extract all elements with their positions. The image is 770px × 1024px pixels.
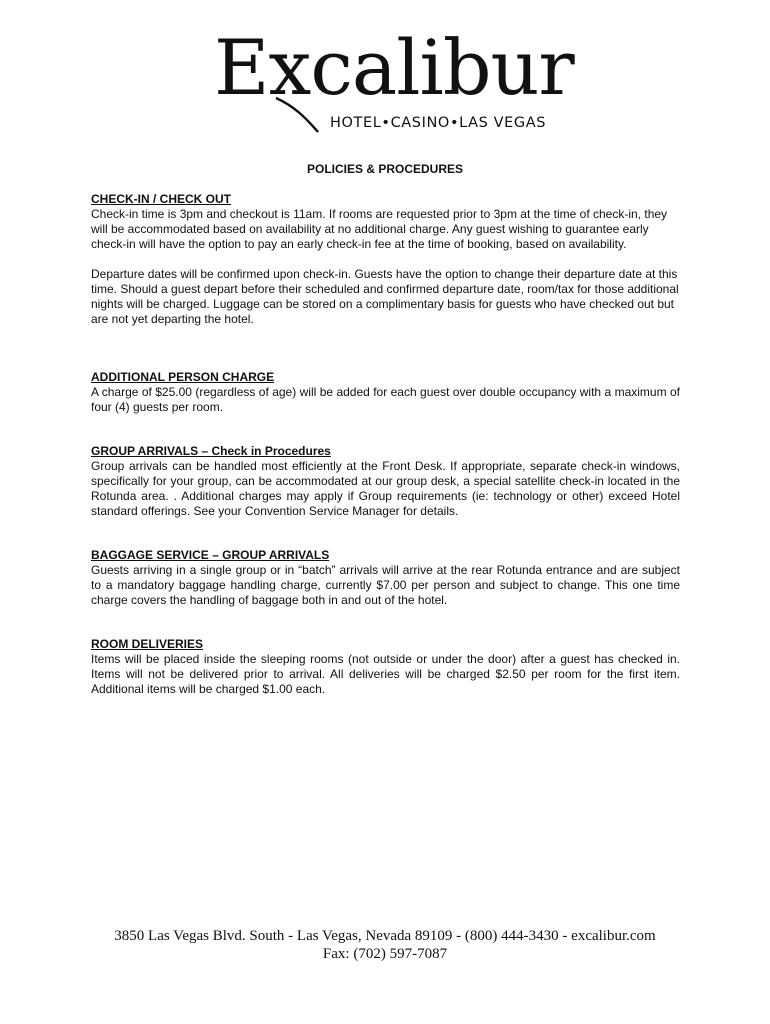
section-heading: ADDITIONAL PERSON CHARGE xyxy=(91,370,275,384)
logo-wordmark: Excalibur xyxy=(214,23,574,112)
section-paragraph: Check-in time is 3pm and checkout is 11am. If rooms are requested prior to 3pm at the time of check-in, they will be accommodated based on availability at no additional charge. Any guest wishing to guarantee early check-in will have the option to pay an early check-in fee at the time of booking, based on availability. xyxy=(91,207,668,251)
section-paragraph: Items will be placed inside the sleeping rooms (not outside or under the door) after a guest has checked in. Items will not be delivered prior to arrival. All deliveries will be charged $2.50 per room for the first item. Additional items will be charged $1.00 each. xyxy=(91,652,680,696)
logo-swash-icon xyxy=(274,96,334,136)
section-heading: ROOM DELIVERIES xyxy=(91,637,204,651)
section-heading: GROUP ARRIVALS – Check in Procedures xyxy=(91,444,331,458)
section-additional-person-charge xyxy=(91,370,680,415)
section-paragraph: Guests arriving in a single group or in “batch” arrivals will arrive at the rear Rotunda entrance and are subject to a mandatory baggage handling charge, currently $7.00 per person and subject to change. This one time charge covers the handling of baggage both in and out of the hotel. xyxy=(91,563,680,607)
logo-tagline: HOTEL•CASINO•LAS VEGAS xyxy=(330,115,547,131)
section-check-in-check-out xyxy=(91,192,680,327)
section-paragraph: Departure dates will be confirmed upon check-in. Guests have the option to change their departure date at this time. Should a guest depart before their scheduled and confirmed departure date, room/tax for those additional nights will be charged. Luggage can be stored on a complimentary basis for guests who have checked out but are not yet departing the hotel. xyxy=(91,267,679,326)
section-baggage-service xyxy=(91,548,680,608)
section-heading: CHECK-IN / CHECK OUT xyxy=(91,192,231,206)
section-heading: BAGGAGE SERVICE – GROUP ARRIVALS xyxy=(91,548,330,562)
section-group-arrivals xyxy=(91,444,680,519)
page-title: POLICIES & PROCEDURES xyxy=(306,162,464,176)
footer-fax: Fax: (702) 597-7087 xyxy=(322,946,448,962)
section-paragraph: A charge of $25.00 (regardless of age) will be added for each guest over double occupancy with a maximum of four (4) guests per room. xyxy=(91,385,680,414)
section-paragraph: Group arrivals can be handled most efficiently at the Front Desk. If appropriate, separate check-in windows, specifically for your group, can be accommodated at our group desk, a special satellite check-in located in the Rotunda area. . Additional charges may apply if Group requirements (ie: technology or other) exceed Hotel standard offerings. See your Convention Service Manager for details. xyxy=(91,459,680,518)
section-room-deliveries xyxy=(91,637,680,697)
excalibur-logo xyxy=(214,23,574,136)
footer-address: 3850 Las Vegas Blvd. South - Las Vegas, Nevada 89109 - (800) 444-3430 - excalibur.com xyxy=(114,928,656,944)
